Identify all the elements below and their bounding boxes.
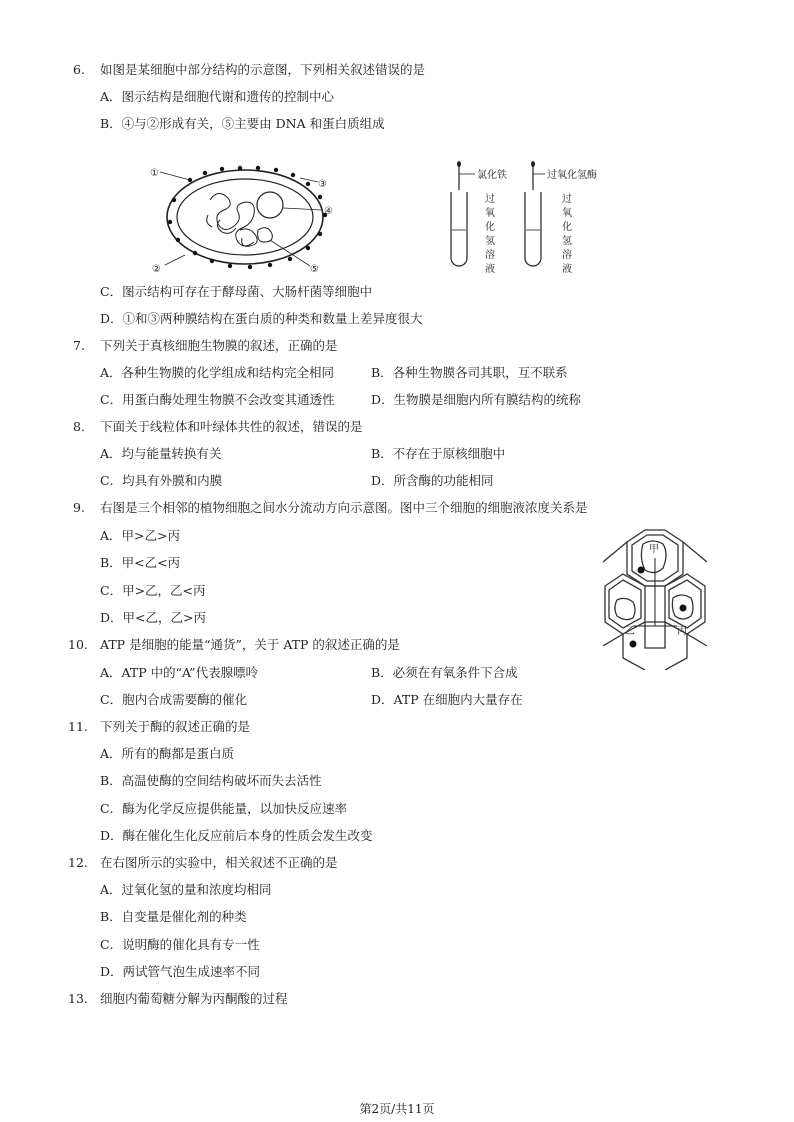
option: D．生物膜是细胞内所有膜结构的统称 bbox=[371, 392, 582, 407]
option: B．不存在于原核细胞中 bbox=[371, 446, 506, 461]
option: B．自变量是催化剂的种类 bbox=[100, 909, 247, 924]
tube-left-label: 氯化铁 bbox=[477, 170, 507, 181]
option: C．胞内合成需要酶的催化 bbox=[100, 692, 248, 707]
question-number: 9. bbox=[73, 500, 85, 515]
tube-text-char: 化 bbox=[562, 222, 572, 233]
tube-text-char: 液 bbox=[562, 264, 572, 275]
question-stem: 下列关于酶的叙述正确的是 bbox=[100, 719, 251, 734]
question-number: 7. bbox=[73, 338, 85, 353]
option: A．过氧化氢的量和浓度均相同 bbox=[100, 882, 272, 897]
option: D．ATP 在细胞内大量存在 bbox=[371, 692, 523, 707]
option: A．ATP 中的“A”代表腺嘌呤 bbox=[100, 665, 259, 680]
option: A．各种生物膜的化学组成和结构完全相同 bbox=[100, 365, 335, 380]
tube-text-char: 溶 bbox=[485, 250, 495, 261]
nucleus-label: ③ bbox=[318, 179, 327, 190]
option: C．图示结构可存在于酵母菌、大肠杆菌等细胞中 bbox=[100, 284, 373, 299]
option: D．酶在催化生化反应前后本身的性质会发生改变 bbox=[100, 828, 373, 843]
option: C．说明酶的催化具有专一性 bbox=[100, 937, 260, 952]
question-number: 12. bbox=[68, 855, 88, 870]
question-number: 13. bbox=[68, 991, 88, 1006]
question-number: 10. bbox=[68, 637, 88, 652]
tube-text-char: 氢 bbox=[562, 236, 572, 247]
tube-right-label: 过氧化氢酶 bbox=[547, 170, 597, 181]
question-number: 6. bbox=[73, 62, 85, 77]
question-number: 11. bbox=[68, 719, 88, 734]
nucleus-label: ④ bbox=[324, 206, 333, 217]
tube-text-char: 过 bbox=[562, 194, 572, 205]
option: A．均与能量转换有关 bbox=[100, 446, 222, 461]
option: B．必须在有氧条件下合成 bbox=[371, 665, 518, 680]
option: D．两试管气泡生成速率不同 bbox=[100, 964, 261, 979]
option: C．用蛋白酶处理生物膜不会改变其通透性 bbox=[100, 392, 335, 407]
tube-text-char: 氧 bbox=[485, 208, 495, 219]
option: A．图示结构是细胞代谢和遗传的控制中心 bbox=[100, 89, 335, 104]
nucleus-label: ① bbox=[150, 168, 159, 179]
option: A．所有的酶都是蛋白质 bbox=[100, 746, 235, 761]
cell-label: 乙 bbox=[625, 626, 635, 637]
question-number: 8. bbox=[73, 419, 85, 434]
option: B．高温使酶的空间结构破坏而失去活性 bbox=[100, 773, 322, 788]
nucleus-label: ② bbox=[152, 264, 161, 275]
tube-text-char: 化 bbox=[485, 222, 495, 233]
tube-text-char: 氧 bbox=[562, 208, 572, 219]
option: D．甲<乙，乙>丙 bbox=[100, 610, 206, 625]
question-stem: ATP 是细胞的能量“通货”，关于 ATP 的叙述正确的是 bbox=[100, 637, 400, 652]
question-stem: 细胞内葡萄糖分解为丙酮酸的过程 bbox=[100, 991, 288, 1006]
option: B．各种生物膜各司其职，互不联系 bbox=[371, 365, 568, 380]
nucleus-label: ⑤ bbox=[310, 264, 319, 275]
option: B．甲<乙<丙 bbox=[100, 555, 181, 570]
plant-cells-diagram bbox=[603, 528, 707, 670]
test-tube-diagram bbox=[445, 160, 625, 275]
option: C．均具有外膜和内膜 bbox=[100, 473, 223, 488]
tube-text-char: 氢 bbox=[485, 236, 495, 247]
option: D．所含酶的功能相同 bbox=[371, 473, 494, 488]
option: B．④与②形成有关，⑤主要由 DNA 和蛋白质组成 bbox=[100, 116, 385, 131]
option: C．酶为化学反应提供能量，以加快反应速率 bbox=[100, 801, 348, 816]
nucleus-diagram bbox=[150, 160, 350, 275]
question-stem: 如图是某细胞中部分结构的示意图，下列相关叙述错误的是 bbox=[100, 62, 426, 77]
question-stem: 在右图所示的实验中，相关叙述不正确的是 bbox=[100, 855, 338, 870]
cell-label: 丙 bbox=[677, 626, 687, 637]
question-stem: 下面关于线粒体和叶绿体共性的叙述，错误的是 bbox=[100, 419, 363, 434]
option: D．①和③两种膜结构在蛋白质的种类和数量上差异度很大 bbox=[100, 311, 423, 326]
tube-text-char: 过 bbox=[485, 194, 495, 205]
tube-text-char: 溶 bbox=[562, 250, 572, 261]
page-footer: 第2页/共11页 bbox=[359, 1102, 435, 1116]
cell-label: 甲 bbox=[649, 544, 659, 555]
option: C．甲>乙，乙<丙 bbox=[100, 583, 206, 598]
option: A．甲>乙>丙 bbox=[100, 528, 180, 543]
question-stem: 右图是三个相邻的植物细胞之间水分流动方向示意图。图中三个细胞的细胞液浓度关系是 bbox=[100, 500, 588, 515]
question-stem: 下列关于真核细胞生物膜的叙述，正确的是 bbox=[100, 338, 338, 353]
tube-text-char: 液 bbox=[485, 264, 495, 275]
